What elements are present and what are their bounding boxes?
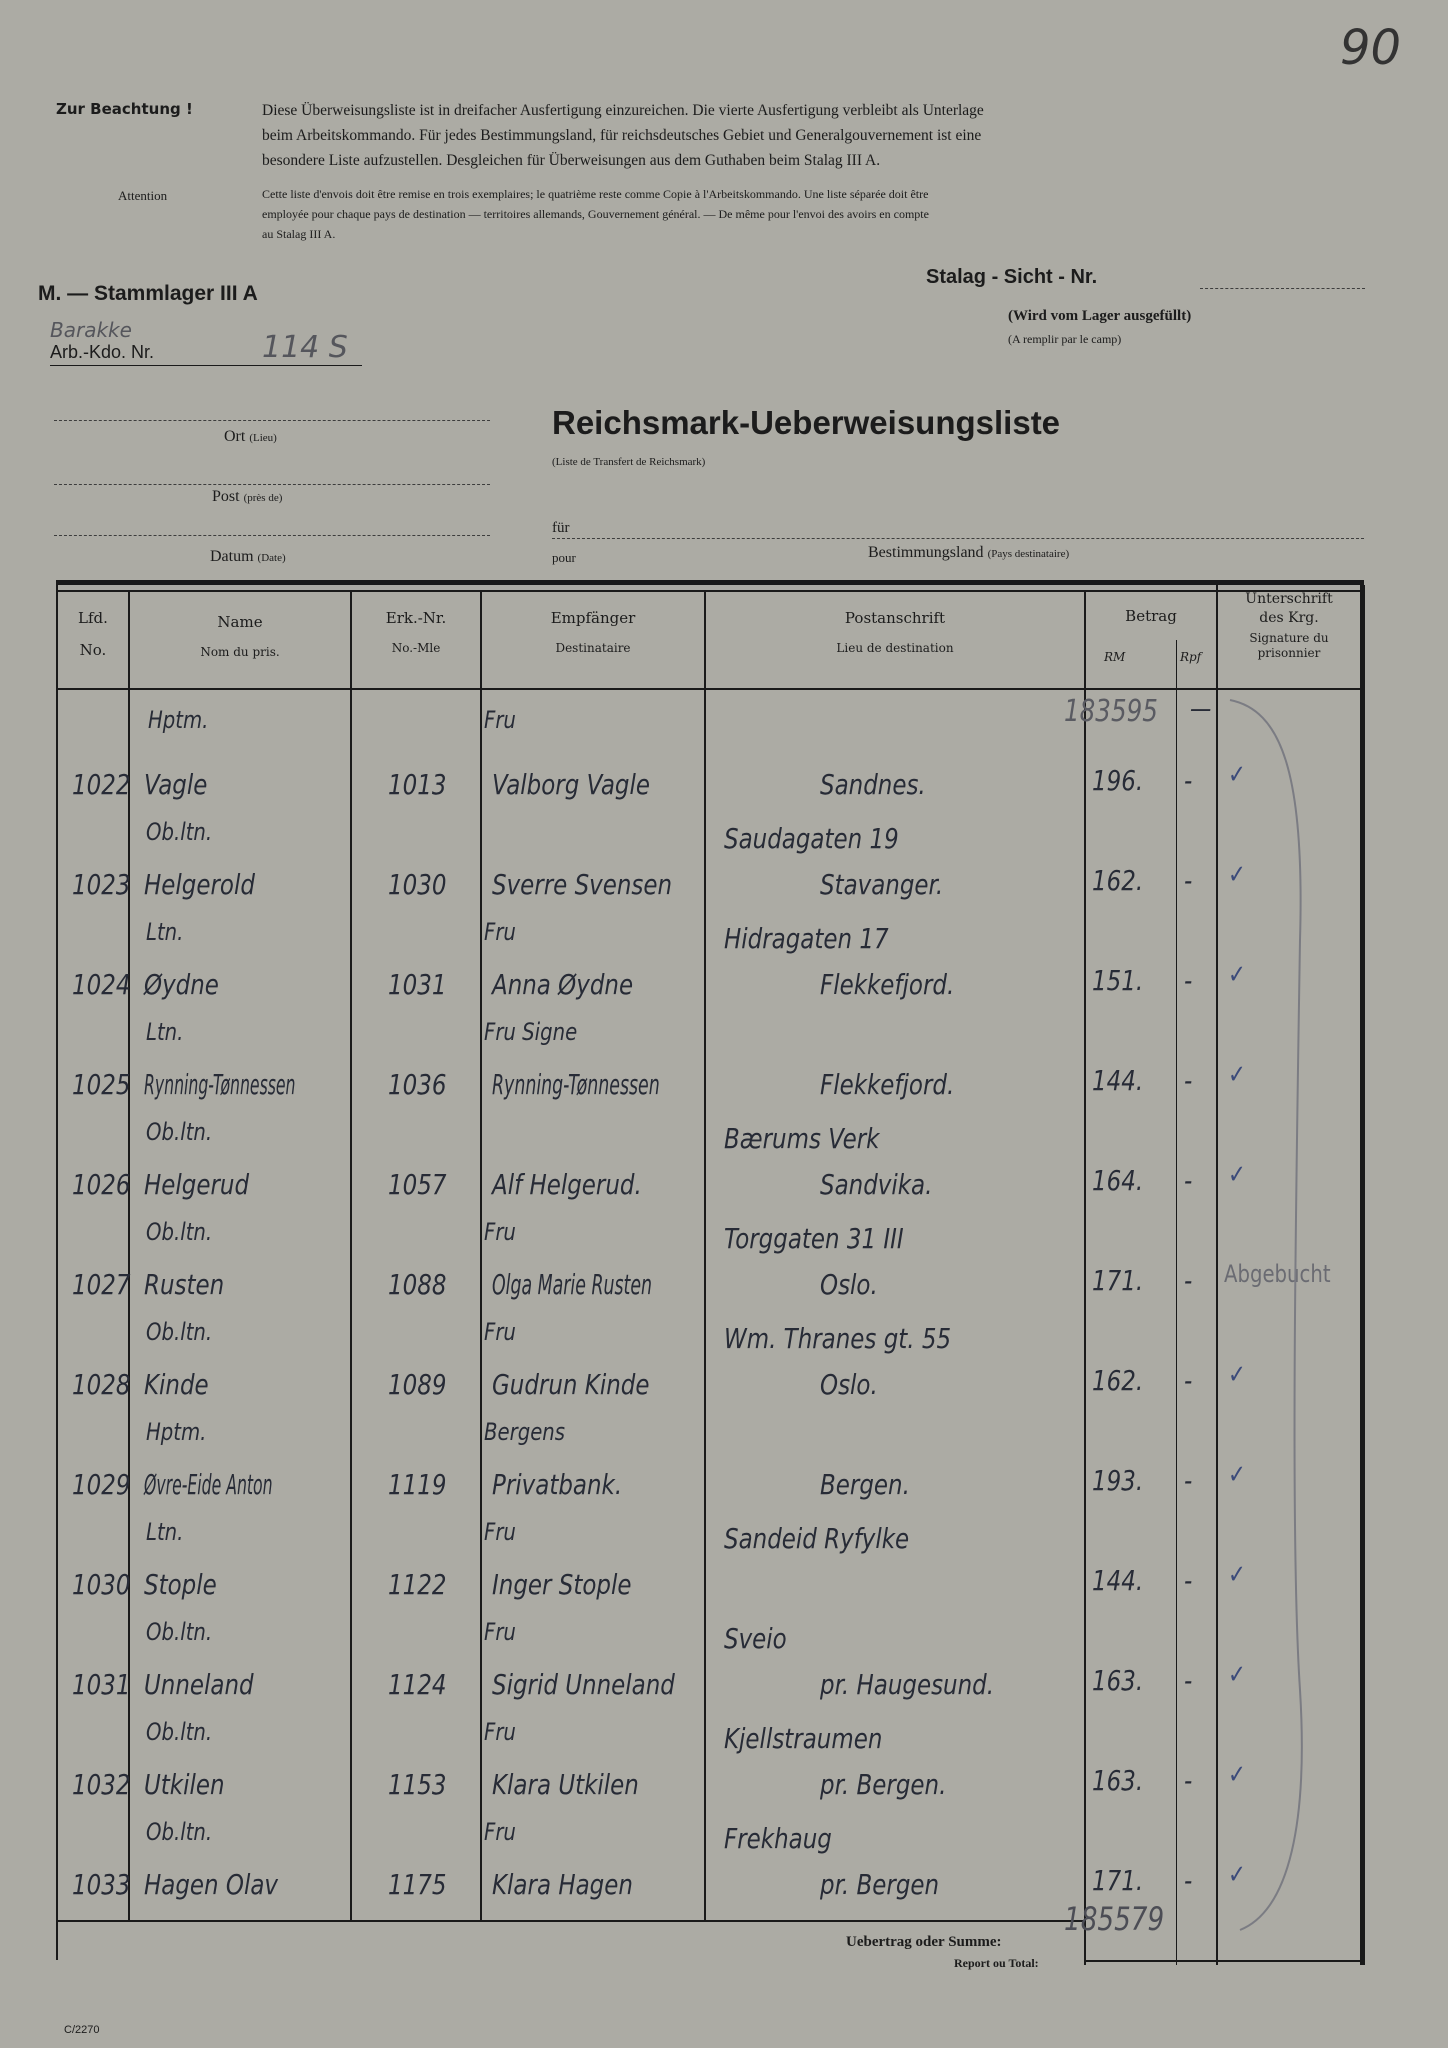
row-address-line-2: pr. Bergen. xyxy=(820,1768,947,1801)
datum-label: Datum (Date) xyxy=(210,548,286,565)
notice-fr-line-3: au Stalag III A. xyxy=(262,227,336,241)
row-number: 1026 xyxy=(72,1168,131,1201)
row-name: Rynning-Tønnessen xyxy=(144,1068,296,1101)
row-recipient: Rynning-Tønnessen xyxy=(492,1068,660,1101)
row-address-line-2: Flekkefjord. xyxy=(820,968,955,1001)
row-erk-nr: 1153 xyxy=(388,1768,447,1801)
ort-line[interactable] xyxy=(54,420,490,421)
row-name: Øydne xyxy=(144,968,219,1001)
row-address-line-1: Frekhaug xyxy=(724,1822,832,1855)
row-signature: ✓ xyxy=(1228,960,1246,990)
row-amount-rpf: - xyxy=(1184,1264,1193,1297)
stalag-sicht-label: Stalag - Sicht - Nr. xyxy=(926,266,1098,288)
fuer-label: für xyxy=(552,520,570,536)
form-code: C/2270 xyxy=(64,2024,100,2036)
total-value: 185579 xyxy=(1064,1900,1165,1938)
row-address-line-2: Oslo. xyxy=(820,1268,878,1301)
row-signature: ✓ xyxy=(1228,1560,1246,1590)
notice-label-fr: Attention xyxy=(118,188,168,203)
total-label-fr: Report ou Total: xyxy=(954,1956,1039,1970)
header-rm: RM xyxy=(1104,650,1126,664)
form-title: Reichsmark-Ueberweisungsliste xyxy=(552,404,1061,441)
row-address-line-1: Kjellstraumen xyxy=(724,1722,883,1755)
notice-line-2: beim Arbeitskommando. Für jedes Bestimmungsland, für reichsdeutsches Gebiet und Generalgouvernement ist eine xyxy=(262,127,982,144)
row-amount-rpf: - xyxy=(1184,864,1193,897)
row-recipient-note: Fru xyxy=(484,918,516,946)
row-address-line-1: Wm. Thranes gt. 55 xyxy=(724,1322,952,1355)
row-recipient-note: Fru xyxy=(484,1618,516,1646)
row-recipient: Privatbank. xyxy=(492,1468,623,1501)
row-address-line-1: Hidragaten 17 xyxy=(724,922,889,955)
row-number: 1022 xyxy=(72,768,131,801)
row-address-line-2: pr. Haugesund. xyxy=(820,1668,995,1701)
table-top-border xyxy=(56,580,1364,585)
row-erk-nr: 1175 xyxy=(388,1868,447,1901)
col-divider-erk xyxy=(480,590,482,1920)
row-number: 1030 xyxy=(72,1568,131,1601)
total-label: Uebertrag oder Summe: xyxy=(846,1934,1002,1950)
row-address-line-1: Saudagaten 19 xyxy=(724,822,899,855)
row-name: Helgerud xyxy=(144,1168,250,1201)
header-postanschrift: Postanschrift Lieu de destination xyxy=(836,609,954,655)
row-amount-rm: 164. xyxy=(1092,1164,1144,1197)
row-signature: ✓ xyxy=(1228,860,1246,890)
row-number: 1025 xyxy=(72,1068,131,1101)
col-divider-rm xyxy=(1176,640,1177,1965)
row-signature: ✓ xyxy=(1228,1760,1246,1790)
row-rank: Ltn. xyxy=(146,918,184,946)
row-amount-rpf: - xyxy=(1184,1864,1193,1897)
row-amount-rpf: - xyxy=(1184,1664,1193,1697)
row-amount-rm: 163. xyxy=(1092,1764,1144,1797)
col-divider-post xyxy=(1084,590,1086,1965)
row-number: 1029 xyxy=(72,1468,131,1501)
row-recipient-note: Bergens xyxy=(484,1418,566,1446)
row-erk-nr: 1119 xyxy=(388,1468,447,1501)
table-right-border xyxy=(1360,585,1365,1965)
header-unterschrift: Unterschrift des Krg. Signature du prisonnier xyxy=(1245,591,1333,660)
row-amount-rpf: - xyxy=(1184,1364,1193,1397)
row-number: 1023 xyxy=(72,868,131,901)
row-rank: Ltn. xyxy=(146,1018,184,1046)
row-recipient: Valborg Vagle xyxy=(492,768,651,801)
ort-label: Ort (Lieu) xyxy=(224,428,277,445)
fuer-line[interactable] xyxy=(552,538,1364,539)
carry-rank: Hptm. xyxy=(148,706,209,734)
header-lfd: Lfd. No. xyxy=(78,609,108,659)
row-amount-rpf: - xyxy=(1184,1764,1193,1797)
post-label: Post (près de) xyxy=(212,488,283,505)
row-name: Hagen Olav xyxy=(144,1868,278,1901)
row-name: Øvre-Eide Anton xyxy=(144,1468,273,1501)
carry-amount: 183595 xyxy=(1064,694,1158,729)
col-divider-betrag xyxy=(1216,585,1218,1965)
row-amount-rpf: - xyxy=(1184,1064,1193,1097)
row-erk-nr: 1089 xyxy=(388,1368,447,1401)
arb-value: 114 S xyxy=(262,330,348,365)
row-number: 1027 xyxy=(72,1268,131,1301)
row-erk-nr: 1031 xyxy=(388,968,447,1001)
row-name: Unneland xyxy=(144,1668,254,1701)
row-rank: Ob.ltn. xyxy=(146,1118,213,1146)
camp-title: M. — Stammlager III A xyxy=(38,282,258,305)
row-name: Utkilen xyxy=(144,1768,225,1801)
notice-text-de xyxy=(262,98,984,173)
row-signature: ✓ xyxy=(1228,1660,1246,1690)
row-address-line-2: Bergen. xyxy=(820,1468,910,1501)
row-erk-nr: 1036 xyxy=(388,1068,447,1101)
page-number: 90 xyxy=(1340,20,1402,76)
header-rpf: Rpf xyxy=(1180,650,1202,664)
table-left-border xyxy=(56,585,58,1960)
barrack-note: Barakke xyxy=(50,318,132,342)
row-amount-rm: 162. xyxy=(1092,1364,1144,1397)
pencil-bracket xyxy=(1220,690,1340,1950)
row-erk-nr: 1030 xyxy=(388,868,447,901)
row-amount-rm: 171. xyxy=(1092,1264,1144,1297)
row-amount-rm: 196. xyxy=(1092,764,1144,797)
row-recipient-note: Fru xyxy=(484,1718,516,1746)
row-signature: ✓ xyxy=(1228,1060,1246,1090)
row-address-line-2: Oslo. xyxy=(820,1368,878,1401)
row-recipient: Sigrid Unneland xyxy=(492,1668,675,1701)
row-address-line-1: Sandeid Ryfylke xyxy=(724,1522,910,1555)
row-address-line-1: Bærums Verk xyxy=(724,1122,880,1155)
table-bottom-border xyxy=(56,1920,1086,1922)
arb-label: Arb.-Kdo. Nr. xyxy=(50,342,155,362)
row-address-line-1: Torggaten 31 III xyxy=(724,1222,904,1255)
row-amount-rpf: - xyxy=(1184,1564,1193,1597)
notice-text-fr xyxy=(262,184,929,244)
row-amount-rpf: - xyxy=(1184,764,1193,797)
row-name: Helgerold xyxy=(144,868,255,901)
row-signature: ✓ xyxy=(1228,1360,1246,1390)
header-name: Name Nom du pris. xyxy=(200,613,280,659)
row-amount-rm: 162. xyxy=(1092,864,1144,897)
row-recipient-note: Fru xyxy=(484,1818,516,1846)
stalag-note-fr: (A remplir par le camp) xyxy=(1008,332,1122,346)
row-amount-rm: 151. xyxy=(1092,964,1144,997)
row-signature: ✓ xyxy=(1228,1860,1246,1890)
row-amount-rpf: - xyxy=(1184,1164,1193,1197)
arb-underline xyxy=(50,365,362,366)
row-signature: ✓ xyxy=(1228,760,1246,790)
header-empfaenger: Empfänger Destinataire xyxy=(550,609,636,655)
stalag-note-de: (Wird vom Lager ausgefüllt) xyxy=(1008,308,1192,324)
bestimmungsland-label: Bestimmungsland (Pays destinataire) xyxy=(868,544,1070,561)
row-erk-nr: 1124 xyxy=(388,1668,447,1701)
row-recipient: Olga Marie Rusten xyxy=(492,1268,653,1301)
pour-label: pour xyxy=(552,550,576,565)
row-number: 1033 xyxy=(72,1868,131,1901)
col-divider-empf xyxy=(704,590,706,1920)
row-amount-rm: 144. xyxy=(1092,1564,1144,1597)
row-address-line-2: Sandvika. xyxy=(820,1168,933,1201)
row-rank: Ltn. xyxy=(146,1518,184,1546)
row-amount-rm: 163. xyxy=(1092,1664,1144,1697)
row-name: Vagle xyxy=(144,768,208,801)
row-recipient: Anna Øydne xyxy=(492,968,634,1001)
notice-line-1: Diese Überweisungsliste ist in dreifacher Ausfertigung einzureichen. Die vierte Ausfertigung verbleibt als Unterlage xyxy=(262,102,984,119)
row-amount-rm: 171. xyxy=(1092,1864,1144,1897)
row-amount-rm: 144. xyxy=(1092,1064,1144,1097)
row-rank: Ob.ltn. xyxy=(146,1818,213,1846)
row-name: Rusten xyxy=(144,1268,225,1301)
header-betrag: Betrag xyxy=(1125,607,1177,625)
row-amount-rm: 193. xyxy=(1092,1464,1144,1497)
row-erk-nr: 1122 xyxy=(388,1568,447,1601)
row-recipient: Klara Hagen xyxy=(492,1868,633,1901)
row-number: 1028 xyxy=(72,1368,131,1401)
row-name: Kinde xyxy=(144,1368,209,1401)
row-recipient: Alf Helgerud. xyxy=(492,1168,642,1201)
row-erk-nr: 1057 xyxy=(388,1168,447,1201)
row-recipient-note: Fru xyxy=(484,1318,516,1346)
row-recipient: Sverre Svensen xyxy=(492,868,673,901)
row-amount-rpf: - xyxy=(1184,1464,1193,1497)
row-recipient: Inger Stople xyxy=(492,1568,632,1601)
row-number: 1024 xyxy=(72,968,131,1001)
row-name: Stople xyxy=(144,1568,217,1601)
row-address-line-1: Sveio xyxy=(724,1622,787,1655)
carry-recipient-note: Fru xyxy=(484,706,516,734)
row-rank: Ob.ltn. xyxy=(146,1618,213,1646)
row-rank: Ob.ltn. xyxy=(146,1318,213,1346)
row-number: 1031 xyxy=(72,1668,131,1701)
table-header-divider xyxy=(56,688,1364,690)
row-signature: Abgebucht xyxy=(1224,1260,1331,1288)
row-number: 1032 xyxy=(72,1768,131,1801)
row-recipient: Gudrun Kinde xyxy=(492,1368,650,1401)
row-signature: ✓ xyxy=(1228,1460,1246,1490)
notice-line-3: besondere Liste aufzustellen. Desgleichen für Überweisungen aus dem Guthaben beim Stalag III A. xyxy=(262,152,881,169)
table-top-border-inner xyxy=(56,590,1364,592)
header-erk: Erk.-Nr. No.-Mle xyxy=(385,609,447,655)
row-rank: Ob.ltn. xyxy=(146,1218,213,1246)
post-line[interactable] xyxy=(54,484,490,485)
row-erk-nr: 1013 xyxy=(388,768,447,801)
row-rank: Ob.ltn. xyxy=(146,1718,213,1746)
total-bottom-border xyxy=(1084,1960,1364,1962)
row-address-line-2: Sandnes. xyxy=(820,768,926,801)
row-recipient: Klara Utkilen xyxy=(492,1768,639,1801)
row-recipient-note: Fru xyxy=(484,1218,516,1246)
row-amount-rpf: - xyxy=(1184,964,1193,997)
row-address-line-2: Stavanger. xyxy=(820,868,944,901)
row-recipient-note: Fru xyxy=(484,1518,516,1546)
carry-rpf: — xyxy=(1190,694,1212,724)
form-subtitle: (Liste de Transfert de Reichsmark) xyxy=(552,456,706,468)
row-recipient-note: Fru Signe xyxy=(484,1018,578,1046)
row-rank: Ob.ltn. xyxy=(146,818,213,846)
row-erk-nr: 1088 xyxy=(388,1268,447,1301)
col-divider-name xyxy=(350,590,352,1920)
notice-fr-line-2: employée pour chaque pays de destination — territoires allemands, Gouvernement général. — De même pour l'envoi des avoirs en compte xyxy=(262,207,929,221)
notice-label-de: Zur Beachtung ! xyxy=(56,100,193,118)
datum-line[interactable] xyxy=(54,535,490,536)
stalag-sicht-field[interactable] xyxy=(1200,288,1365,289)
row-address-line-2: pr. Bergen xyxy=(820,1868,940,1901)
row-signature: ✓ xyxy=(1228,1160,1246,1190)
notice-fr-line-1: Cette liste d'envois doit être remise en trois exemplaires; le quatrième reste comme Copie à l'Arbeitskommando. Une liste séparée doit être xyxy=(262,187,929,201)
row-address-line-2: Flekkefjord. xyxy=(820,1068,955,1101)
row-rank: Hptm. xyxy=(146,1418,207,1446)
